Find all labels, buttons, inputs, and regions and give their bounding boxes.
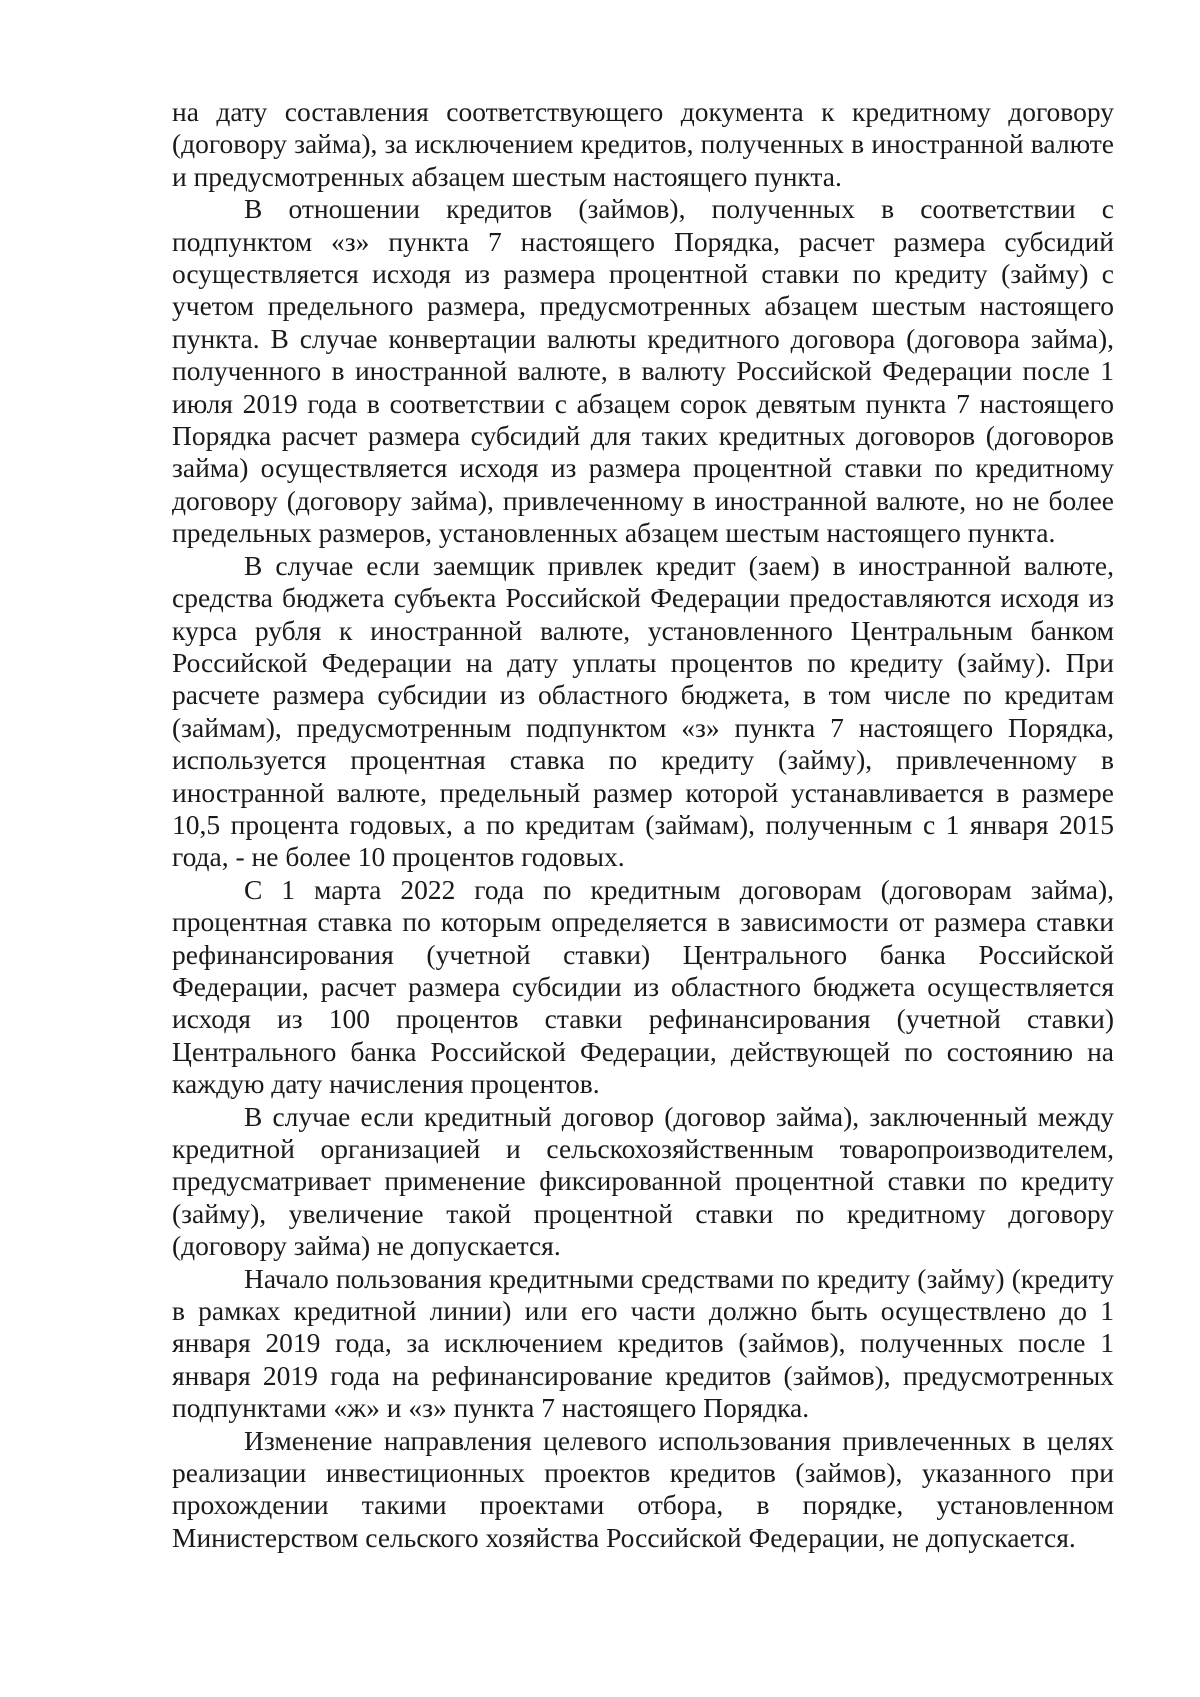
- paragraph-exchange-rate: В случае если заемщик привлек кредит (заем) в иностранной валюте, средства бюджета субъекта Российской Федерации предоставляются исходя из курса рубля к иностранной валюте, установленного Центральным банком Российской Федерации на дату уплаты процентов по кредиту (займу). При расчете размера субсидии из областного бюджета, в том числе по кредитам (займам), предусмотренным подпунктом «з» пункта 7 настоящего Порядка, используется процентная ставка по кредиту (займу), привлеченному в иностранной валюте, предельный размер которой устанавливается в размере 10,5 процента годовых, а по кредитам (займам), полученным с 1 января 2015 года, - не более 10 процентов годовых.: [172, 549, 1114, 873]
- paragraph-refinancing-rate: С 1 марта 2022 года по кредитным договорам (договорам займа), процентная ставка по которым определяется в зависимости от размера ставки рефинансирования (учетной ставки) Центрального банка Российской Федерации, расчет размера субсидии из областного бюджета осуществляется исходя из 100 процентов ставки рефинансирования (учетной ставки) Центрального банка Российской Федерации, действующей по состоянию на каждую дату начисления процентов.: [172, 873, 1114, 1100]
- paragraph-foreign-currency-loans: В отношении кредитов (займов), полученных в соответствии с подпунктом «з» пункта 7 настоящего Порядка, расчет размера субсидий осуществляется исходя из размера процентной ставки по кредиту (займу) с учетом предельного размера, предусмотренных абзацем шестым настоящего пункта. В случае конвертации валюты кредитного договора (договора займа), полученного в иностранной валюте, в валюту Российской Федерации после 1 июля 2019 года в соответствии с абзацем сорок девятым пункта 7 настоящего Порядка расчет размера субсидий для таких кредитных договоров (договоров займа) осуществляется исходя из размера процентной ставки по кредитному договору (договору займа), привлеченному в иностранной валюте, но не более предельных размеров, установленных абзацем шестым настоящего пункта.: [172, 193, 1114, 549]
- paragraph-credit-start: Начало пользования кредитными средствами по кредиту (займу) (кредиту в рамках кредитной линии) или его части должно быть осуществлено до 1 января 2019 года, за исключением кредитов (займов), полученных после 1 января 2019 года на рефинансирование кредитов (займов), предусмотренных подпунктами «ж» и «з» пункта 7 настоящего Порядка.: [172, 1262, 1114, 1424]
- paragraph-fixed-rate: В случае если кредитный договор (договор займа), заключенный между кредитной организацией и сельскохозяйственным товаропроизводителем, предусматривает применение фиксированной процентной ставки по кредиту (займу), увеличение такой процентной ставки по кредитному договору (договору займа) не допускается.: [172, 1100, 1114, 1262]
- paragraph-continuation: на дату составления соответствующего документа к кредитному договору (договору займа), за исключением кредитов, полученных в иностранной валюте и предусмотренных абзацем шестым настоящего пункта.: [172, 96, 1114, 192]
- document-body: [172, 96, 1114, 1554]
- paragraph-purpose-change: Изменение направления целевого использования привлеченных в целях реализации инвестиционных проектов кредитов (займов), указанного при прохождении такими проектами отбора, в порядке, установленном Министерством сельского хозяйства Российской Федерации, не допускается.: [172, 1424, 1114, 1553]
